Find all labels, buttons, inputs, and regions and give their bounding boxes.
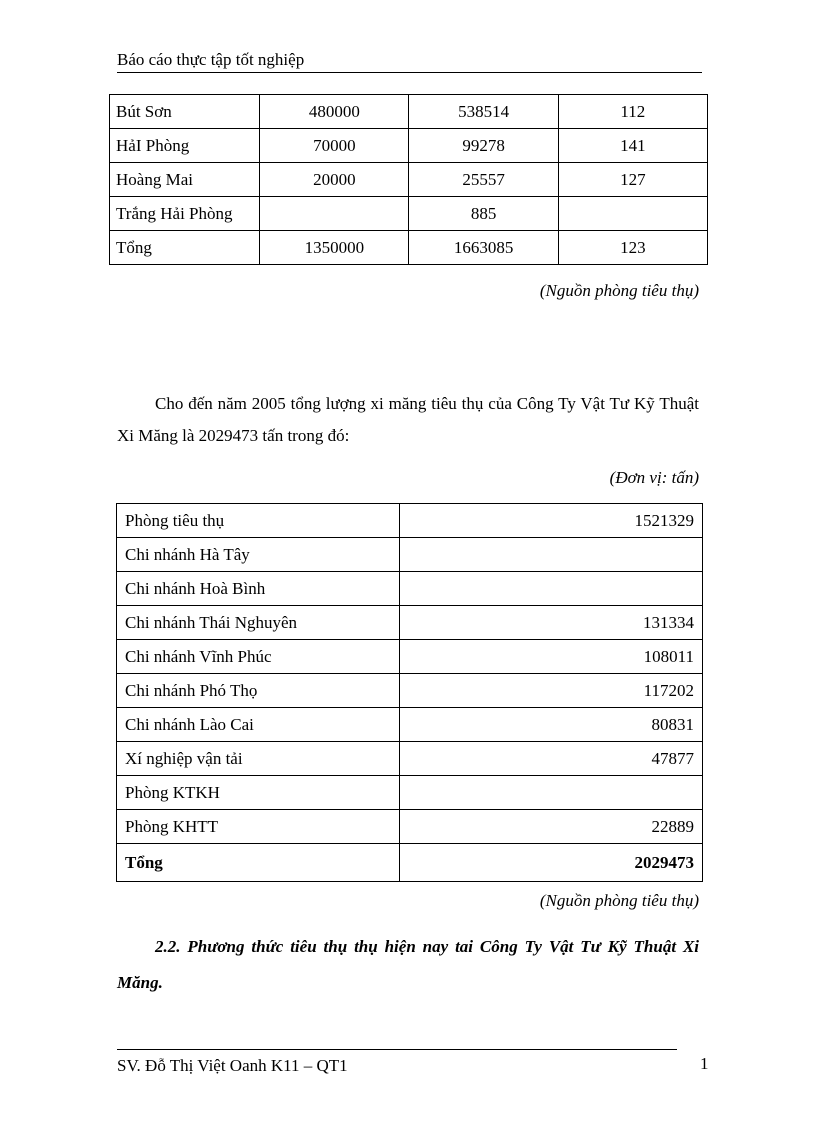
table-cell: Chi nhánh Thái Nghuyên <box>117 606 400 640</box>
sales-table-1 <box>109 94 708 265</box>
table-cell: 1521329 <box>400 504 703 538</box>
table-cell: Chi nhánh Lào Cai <box>117 708 400 742</box>
table-cell: 123 <box>558 231 707 265</box>
table-row <box>110 95 708 129</box>
table-cell: Chi nhánh Hoà Bình <box>117 572 400 606</box>
table-cell: Tổng <box>110 231 260 265</box>
table-cell: Bút Sơn <box>110 95 260 129</box>
table-row <box>117 776 703 810</box>
table-row <box>117 606 703 640</box>
table-row <box>110 129 708 163</box>
table-row <box>110 163 708 197</box>
page-number: 1 <box>700 1054 709 1073</box>
table-cell: Trắng Hải Phòng <box>110 197 260 231</box>
table-cell: 1350000 <box>260 231 409 265</box>
table-cell: 47877 <box>400 742 703 776</box>
table-cell <box>400 538 703 572</box>
page-header: Báo cáo thực tập tốt nghiệp <box>117 50 702 73</box>
table-row <box>117 572 703 606</box>
table-cell <box>400 572 703 606</box>
table-cell: 70000 <box>260 129 409 163</box>
unit-note: (Đơn vị: tấn) <box>609 468 699 487</box>
table-source-note: (Nguồn phòng tiêu thụ) <box>539 281 699 300</box>
table-row-total <box>110 231 708 265</box>
table-cell <box>260 197 409 231</box>
table-cell: Phòng tiêu thụ <box>117 504 400 538</box>
table-row <box>117 504 703 538</box>
table-cell: Phòng KTKH <box>117 776 400 810</box>
table-row <box>110 197 708 231</box>
table-cell: 538514 <box>409 95 558 129</box>
sales-table-2 <box>116 503 703 882</box>
table-cell: Phòng KHTT <box>117 810 400 844</box>
footer-author: SV. Đỗ Thị Việt Oanh K11 – QT1 <box>117 1056 348 1075</box>
table-cell: Hoàng Mai <box>110 163 260 197</box>
table-cell: Chi nhánh Phó Thọ <box>117 674 400 708</box>
table-cell: 80831 <box>400 708 703 742</box>
table-cell: 99278 <box>409 129 558 163</box>
table-row <box>117 742 703 776</box>
section-heading: 2.2. Phương thức tiêu thụ thụ hiện nay tai Công Ty Vật Tư Kỹ Thuật Xi Măng. <box>117 937 699 992</box>
table-cell <box>558 197 707 231</box>
table-cell: Chi nhánh Vĩnh Phúc <box>117 640 400 674</box>
table-cell: 141 <box>558 129 707 163</box>
table-cell: 20000 <box>260 163 409 197</box>
table-cell: Tổng <box>117 844 400 882</box>
table-cell: 127 <box>558 163 707 197</box>
table-cell: 480000 <box>260 95 409 129</box>
table-cell: 25557 <box>409 163 558 197</box>
table-cell: 885 <box>409 197 558 231</box>
table-row <box>117 640 703 674</box>
footer-divider <box>117 1049 677 1050</box>
table-cell: 2029473 <box>400 844 703 882</box>
table-row <box>117 538 703 572</box>
table-source-note: (Nguồn phòng tiêu thụ) <box>539 891 699 910</box>
table-cell: HảI Phòng <box>110 129 260 163</box>
table-cell: 108011 <box>400 640 703 674</box>
table-cell: 117202 <box>400 674 703 708</box>
table-row-total <box>117 844 703 882</box>
table-cell: 1663085 <box>409 231 558 265</box>
body-paragraph: Cho đến năm 2005 tổng lượng xi măng tiêu thụ của Công Ty Vật Tư Kỹ Thuật Xi Măng là 2029473 tấn trong đó: <box>117 394 699 445</box>
table-cell: Xí nghiệp vận tải <box>117 742 400 776</box>
table-row <box>117 810 703 844</box>
table-cell: 112 <box>558 95 707 129</box>
table-cell <box>400 776 703 810</box>
table-row <box>117 674 703 708</box>
table-cell: Chi nhánh Hà Tây <box>117 538 400 572</box>
table-cell: 131334 <box>400 606 703 640</box>
table-row <box>117 708 703 742</box>
table-cell: 22889 <box>400 810 703 844</box>
